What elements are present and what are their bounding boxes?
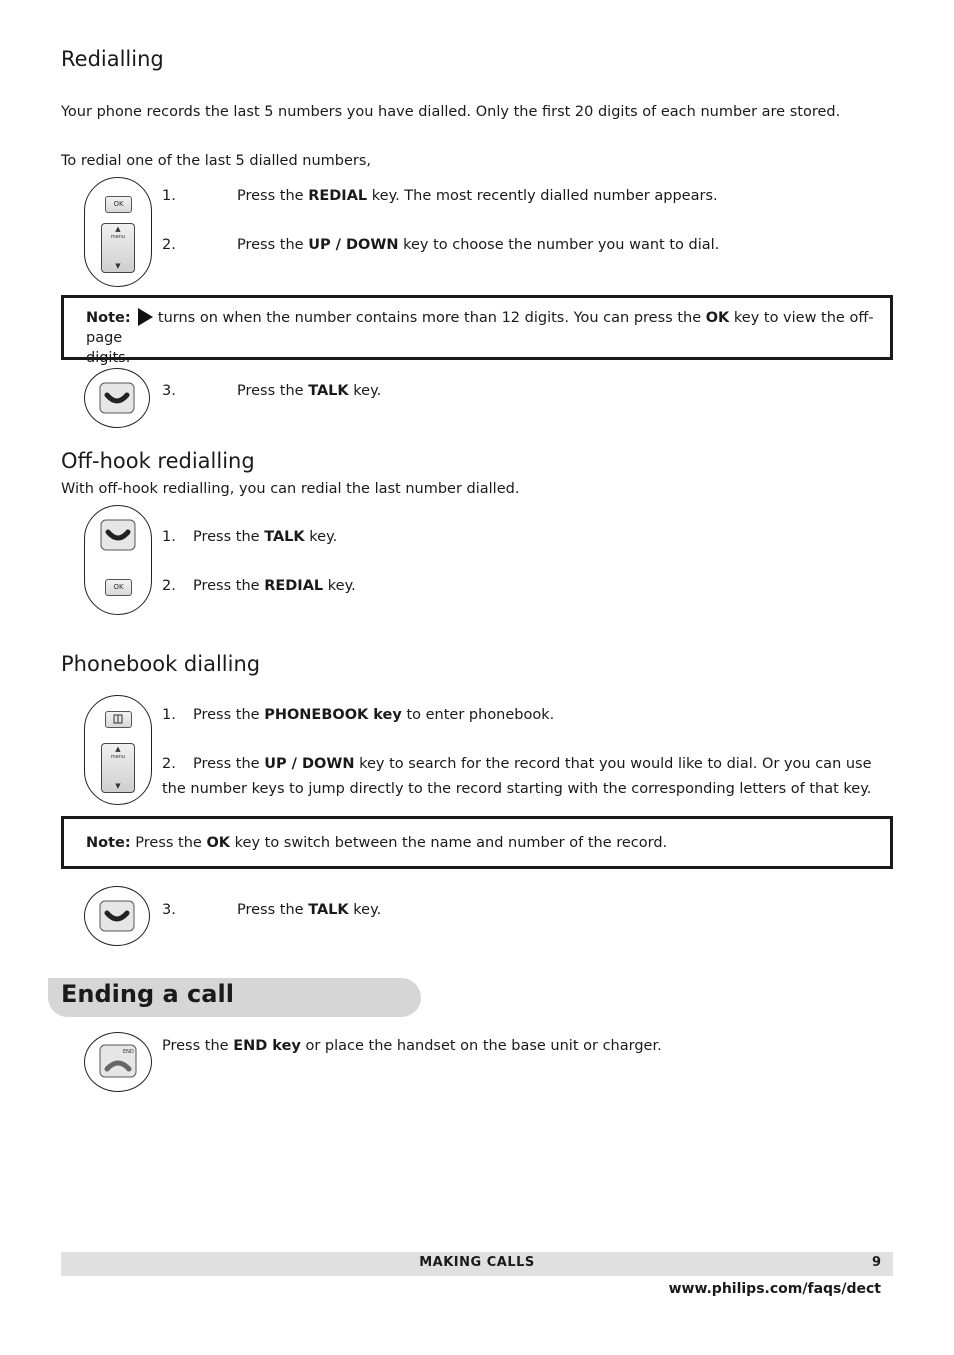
offhook-step2-text: Press the REDIAL key.: [193, 578, 356, 594]
offhook-heading: Off-hook redialling: [61, 449, 255, 473]
redialling-lead: To redial one of the last 5 dialled numbers,: [61, 153, 372, 169]
redialling-heading: Redialling: [61, 47, 164, 71]
redial-step2-number: 2.: [162, 237, 176, 253]
redial-step2-text: Press the UP / DOWN key to choose the number you want to dial.: [237, 237, 720, 253]
redial-step1-text: Press the REDIAL key. The most recently dialled number appears.: [237, 188, 718, 204]
phonebook-step2-number: 2.: [162, 756, 176, 772]
talk-key-illustration: [84, 368, 150, 428]
phonebook-note-text: Note: Press the OK key to switch between the name and number of the record.: [86, 835, 668, 851]
redial-key-icon: OK: [105, 579, 132, 596]
ending-heading: Ending a call: [61, 980, 234, 1008]
phonebook-step1-number: 1.: [162, 707, 176, 723]
phonebook-key-icon: [105, 711, 132, 728]
talk-handset-icon: [97, 516, 139, 556]
end-key-illustration: [84, 1032, 152, 1092]
phonebook-step2-text-line2: the number keys to jump directly to the record starting with the corresponding letters of that key.: [162, 781, 872, 797]
phonebook-step2-text: Press the UP / DOWN key to search for the record that you would like to dial. Or you can use: [193, 756, 872, 772]
redial-nav-keys-illustration: [84, 177, 152, 287]
offhook-step1-number: 1.: [162, 529, 176, 545]
off-page-arrow-icon: [138, 308, 153, 326]
redial-step1-number: 1.: [162, 188, 176, 204]
footer-bar: [61, 1252, 893, 1276]
up-down-key-icon: ▲ menu ▼: [101, 743, 135, 793]
phonebook-step3-text: Press the TALK key.: [237, 902, 382, 918]
ending-section-banner: [48, 978, 421, 1017]
book-icon: [105, 711, 132, 728]
offhook-step2-number: 2.: [162, 578, 176, 594]
svg-text:END: END: [123, 1049, 134, 1055]
page-number: 9: [871, 1255, 881, 1270]
phonebook-step3-number: 3.: [162, 902, 176, 918]
end-handset-icon: [85, 1033, 151, 1091]
talk-handset-icon: [85, 887, 149, 945]
redial-step3-number: 3.: [162, 383, 176, 399]
redial-key-icon: OK: [105, 196, 132, 213]
phonebook-nav-keys-illustration: [84, 695, 152, 805]
footer-section-title: MAKING CALLS: [419, 1255, 535, 1270]
phonebook-heading: Phonebook dialling: [61, 652, 261, 676]
offhook-step1-text: Press the TALK key.: [193, 529, 338, 545]
offhook-intro: With off-hook redialling, you can redial the last number dialled.: [61, 481, 520, 497]
redialling-intro: Your phone records the last 5 numbers you have dialled. Only the first 20 digits of each number are stored.: [61, 104, 841, 120]
up-down-key-icon: ▲ menu ▼: [101, 223, 135, 273]
talk-handset-icon: [85, 369, 149, 427]
phonebook-note-box: [61, 816, 893, 869]
redial-note-text: Note: turns on when the number contains more than 12 digits. You can press the OK key to view the off-page digits.: [86, 310, 874, 366]
talk-key-illustration: [84, 886, 150, 946]
talk-redial-keys-illustration: [84, 505, 152, 615]
redial-note-box: [61, 295, 893, 366]
footer-url-link[interactable]: www.philips.com/faqs/dect: [668, 1281, 881, 1297]
redial-step3-text: Press the TALK key.: [237, 383, 382, 399]
ending-text: Press the END key or place the handset on the base unit or charger.: [162, 1038, 662, 1054]
phonebook-step1-text: Press the PHONEBOOK key to enter phonebook.: [193, 707, 555, 723]
